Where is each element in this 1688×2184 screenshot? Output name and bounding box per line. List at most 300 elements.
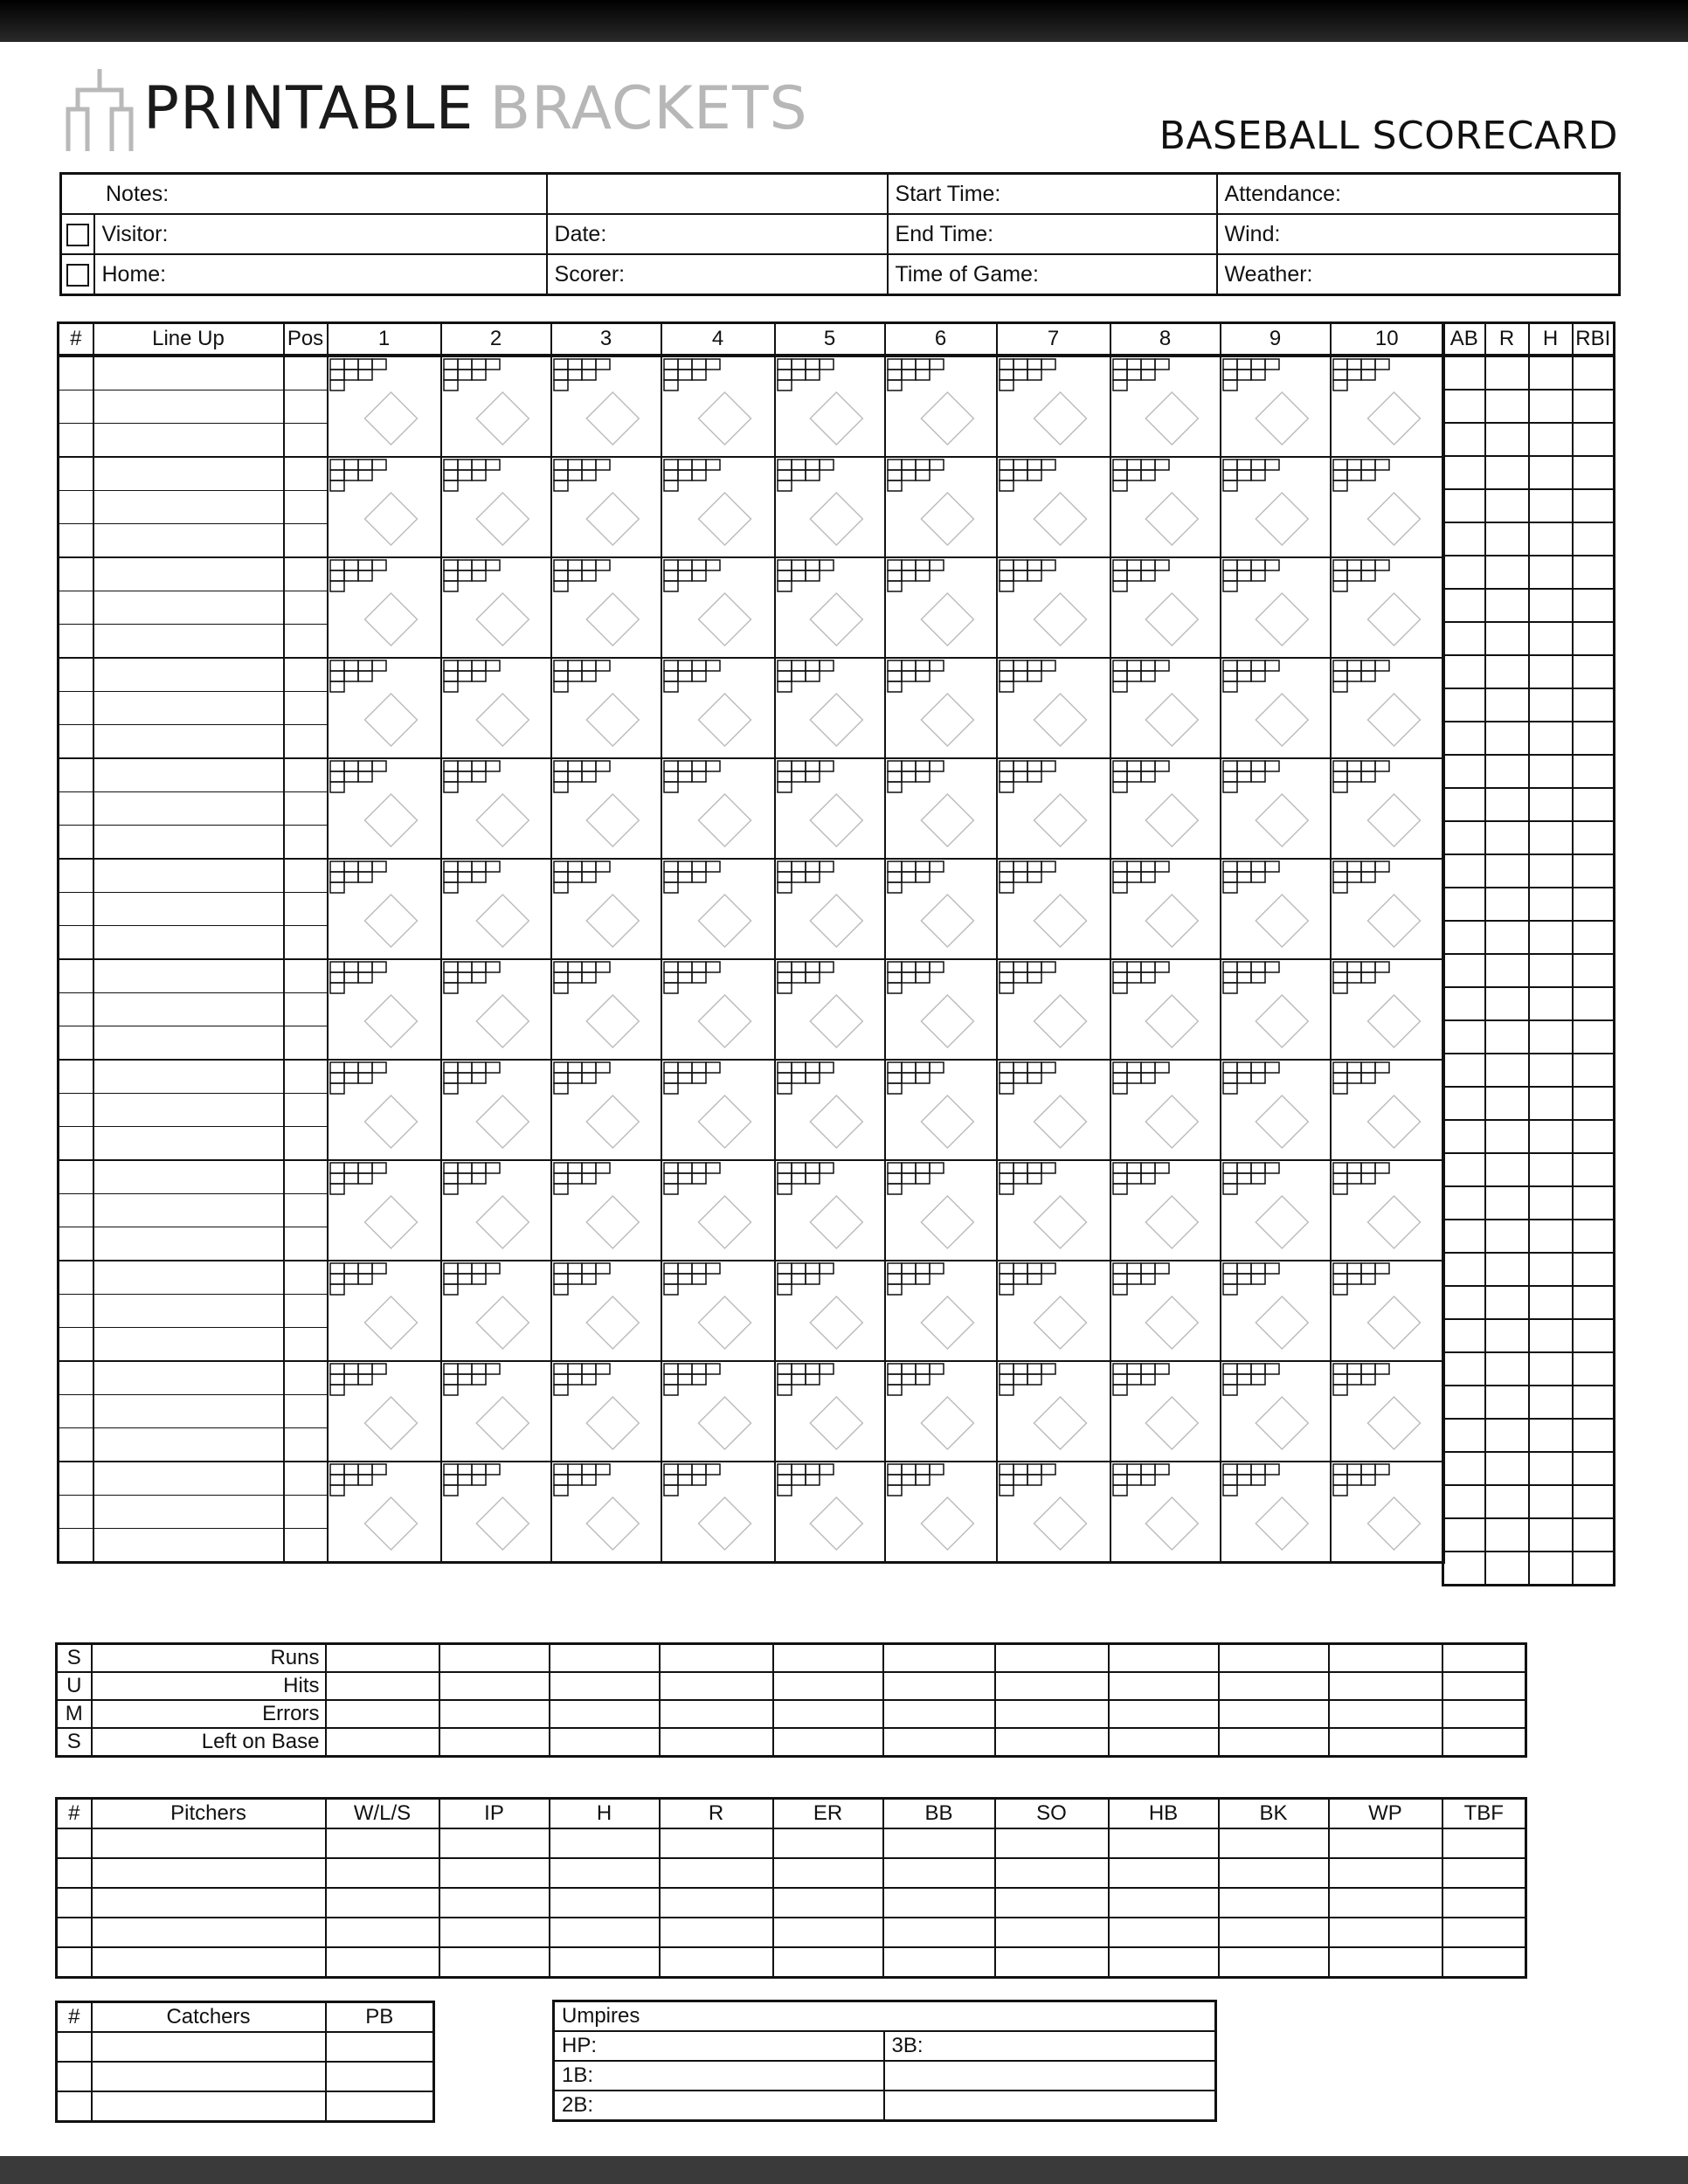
stat-cell[interactable] <box>1485 954 1529 987</box>
at-bat-cell[interactable] <box>885 557 997 658</box>
stat-cell[interactable] <box>1485 390 1529 423</box>
batter-number-cell[interactable] <box>59 1261 93 1295</box>
at-bat-cell[interactable] <box>441 1261 551 1361</box>
at-bat-cell[interactable] <box>1221 658 1331 758</box>
wind-field[interactable] <box>1217 214 1620 254</box>
batter-number-cell[interactable] <box>59 491 93 524</box>
sums-cell[interactable] <box>439 1672 550 1700</box>
stat-cell[interactable] <box>1573 1087 1615 1120</box>
stat-cell[interactable] <box>1529 1120 1573 1153</box>
at-bat-cell[interactable] <box>661 557 775 658</box>
stat-cell[interactable] <box>1485 556 1529 589</box>
stat-cell[interactable] <box>1443 1253 1485 1286</box>
pitcher-cell[interactable] <box>550 1947 660 1978</box>
stat-cell[interactable] <box>1573 655 1615 688</box>
catcher-cell[interactable] <box>57 2062 92 2091</box>
weather-field[interactable] <box>1217 254 1620 295</box>
at-bat-cell[interactable] <box>885 457 997 557</box>
batter-number-cell[interactable] <box>59 624 93 658</box>
stat-cell[interactable] <box>1573 1153 1615 1186</box>
at-bat-cell[interactable] <box>775 557 885 658</box>
batter-number-cell[interactable] <box>59 1026 93 1060</box>
at-bat-cell[interactable] <box>661 1261 775 1361</box>
pitcher-cell[interactable] <box>439 1947 550 1978</box>
stat-cell[interactable] <box>1529 888 1573 921</box>
batter-number-cell[interactable] <box>59 591 93 625</box>
stat-cell[interactable] <box>1443 1552 1485 1586</box>
at-bat-cell[interactable] <box>997 1261 1110 1361</box>
stat-cell[interactable] <box>1573 888 1615 921</box>
at-bat-cell[interactable] <box>661 1462 775 1563</box>
at-bat-cell[interactable] <box>775 658 885 758</box>
at-bat-cell[interactable] <box>1110 1261 1221 1361</box>
stat-cell[interactable] <box>1485 821 1529 854</box>
at-bat-cell[interactable] <box>441 1160 551 1261</box>
stat-cell[interactable] <box>1443 1518 1485 1552</box>
at-bat-cell[interactable] <box>661 356 775 457</box>
sums-cell[interactable] <box>1329 1644 1442 1673</box>
sums-cell[interactable] <box>1109 1700 1219 1728</box>
pitcher-cell[interactable] <box>1219 1828 1329 1858</box>
stat-cell[interactable] <box>1443 1220 1485 1253</box>
stat-cell[interactable] <box>1485 1319 1529 1352</box>
at-bat-cell[interactable] <box>1110 758 1221 859</box>
stat-cell[interactable] <box>1573 788 1615 821</box>
batter-position-cell[interactable] <box>284 1295 328 1328</box>
stat-cell[interactable] <box>1485 655 1529 688</box>
pitcher-cell[interactable] <box>92 1858 326 1888</box>
at-bat-cell[interactable] <box>885 959 997 1060</box>
stat-cell[interactable] <box>1529 589 1573 622</box>
at-bat-cell[interactable] <box>997 1060 1110 1160</box>
sums-cell[interactable] <box>1109 1728 1219 1757</box>
pitcher-cell[interactable] <box>660 1828 773 1858</box>
at-bat-cell[interactable] <box>1331 658 1444 758</box>
stat-cell[interactable] <box>1573 390 1615 423</box>
stat-cell[interactable] <box>1485 854 1529 888</box>
batter-number-cell[interactable] <box>59 959 93 993</box>
stat-cell[interactable] <box>1485 423 1529 456</box>
stat-cell[interactable] <box>1573 1352 1615 1386</box>
batter-name-cell[interactable] <box>93 591 284 625</box>
stat-cell[interactable] <box>1443 1419 1485 1452</box>
batter-position-cell[interactable] <box>284 491 328 524</box>
stat-cell[interactable] <box>1485 788 1529 821</box>
pitcher-cell[interactable] <box>439 1828 550 1858</box>
at-bat-cell[interactable] <box>1221 758 1331 859</box>
stat-cell[interactable] <box>1573 522 1615 556</box>
stat-cell[interactable] <box>1573 1485 1615 1518</box>
batter-position-cell[interactable] <box>284 624 328 658</box>
stat-cell[interactable] <box>1443 1386 1485 1419</box>
at-bat-cell[interactable] <box>551 1361 661 1462</box>
pitcher-cell[interactable] <box>773 1918 883 1947</box>
batter-number-cell[interactable] <box>59 859 93 893</box>
at-bat-cell[interactable] <box>885 1462 997 1563</box>
home-checkbox[interactable] <box>61 254 94 295</box>
pitcher-cell[interactable] <box>1219 1947 1329 1978</box>
pitcher-cell[interactable] <box>550 1918 660 1947</box>
batter-position-cell[interactable] <box>284 591 328 625</box>
stat-cell[interactable] <box>1573 1419 1615 1452</box>
at-bat-cell[interactable] <box>1110 859 1221 959</box>
stat-cell[interactable] <box>1485 622 1529 655</box>
pitcher-cell[interactable] <box>550 1828 660 1858</box>
batter-number-cell[interactable] <box>59 692 93 725</box>
batter-name-cell[interactable] <box>93 356 284 390</box>
batter-position-cell[interactable] <box>284 1026 328 1060</box>
at-bat-cell[interactable] <box>997 1361 1110 1462</box>
sums-cell[interactable] <box>1219 1672 1329 1700</box>
stat-cell[interactable] <box>1529 1087 1573 1120</box>
pitcher-cell[interactable] <box>57 1947 92 1978</box>
batter-name-cell[interactable] <box>93 859 284 893</box>
visitor-checkbox[interactable] <box>61 214 94 254</box>
stat-cell[interactable] <box>1485 688 1529 722</box>
at-bat-cell[interactable] <box>441 1462 551 1563</box>
at-bat-cell[interactable] <box>551 1462 661 1563</box>
pitcher-cell[interactable] <box>57 1858 92 1888</box>
batter-number-cell[interactable] <box>59 825 93 859</box>
pitcher-cell[interactable] <box>883 1858 995 1888</box>
at-bat-cell[interactable] <box>1331 1160 1444 1261</box>
stat-cell[interactable] <box>1573 921 1615 954</box>
stat-cell[interactable] <box>1485 1552 1529 1586</box>
sums-cell[interactable] <box>550 1644 660 1673</box>
batter-position-cell[interactable] <box>284 658 328 692</box>
batter-name-cell[interactable] <box>93 993 284 1026</box>
stat-cell[interactable] <box>1443 1286 1485 1319</box>
catcher-cell[interactable] <box>57 2032 92 2062</box>
stat-cell[interactable] <box>1529 522 1573 556</box>
at-bat-cell[interactable] <box>1110 1060 1221 1160</box>
stat-cell[interactable] <box>1443 1319 1485 1352</box>
pitcher-cell[interactable] <box>1109 1858 1219 1888</box>
batter-number-cell[interactable] <box>59 1227 93 1261</box>
batter-number-cell[interactable] <box>59 1126 93 1160</box>
at-bat-cell[interactable] <box>441 658 551 758</box>
sums-cell[interactable] <box>1219 1644 1329 1673</box>
at-bat-cell[interactable] <box>551 658 661 758</box>
at-bat-cell[interactable] <box>1331 1261 1444 1361</box>
pitcher-cell[interactable] <box>1442 1828 1526 1858</box>
at-bat-cell[interactable] <box>1331 1462 1444 1563</box>
at-bat-cell[interactable] <box>661 658 775 758</box>
pitcher-cell[interactable] <box>92 1947 326 1978</box>
at-bat-cell[interactable] <box>661 1160 775 1261</box>
at-bat-cell[interactable] <box>997 457 1110 557</box>
at-bat-cell[interactable] <box>551 1060 661 1160</box>
pitcher-cell[interactable] <box>1329 1918 1442 1947</box>
catcher-cell[interactable] <box>326 2091 434 2122</box>
batter-position-cell[interactable] <box>284 457 328 491</box>
batter-position-cell[interactable] <box>284 1126 328 1160</box>
pitcher-cell[interactable] <box>660 1947 773 1978</box>
batter-position-cell[interactable] <box>284 792 328 826</box>
pitcher-cell[interactable] <box>1219 1918 1329 1947</box>
sums-cell[interactable] <box>1329 1728 1442 1757</box>
at-bat-cell[interactable] <box>661 959 775 1060</box>
batter-position-cell[interactable] <box>284 724 328 758</box>
at-bat-cell[interactable] <box>551 457 661 557</box>
at-bat-cell[interactable] <box>775 1462 885 1563</box>
batter-position-cell[interactable] <box>284 1327 328 1361</box>
batter-position-cell[interactable] <box>284 692 328 725</box>
at-bat-cell[interactable] <box>997 1160 1110 1261</box>
stat-cell[interactable] <box>1485 1054 1529 1087</box>
at-bat-cell[interactable] <box>551 1261 661 1361</box>
stat-cell[interactable] <box>1443 1352 1485 1386</box>
visitor-field[interactable] <box>94 214 547 254</box>
stat-cell[interactable] <box>1443 655 1485 688</box>
stat-cell[interactable] <box>1485 755 1529 788</box>
umpire-2b-field[interactable] <box>554 2091 884 2121</box>
batter-position-cell[interactable] <box>284 1160 328 1194</box>
pitcher-cell[interactable] <box>773 1858 883 1888</box>
at-bat-cell[interactable] <box>997 959 1110 1060</box>
catcher-cell[interactable] <box>326 2062 434 2091</box>
stat-cell[interactable] <box>1573 1220 1615 1253</box>
batter-name-cell[interactable] <box>93 1528 284 1562</box>
stat-cell[interactable] <box>1443 1485 1485 1518</box>
at-bat-cell[interactable] <box>328 859 441 959</box>
stat-cell[interactable] <box>1485 921 1529 954</box>
umpire-3b-field[interactable] <box>884 2031 1216 2061</box>
at-bat-cell[interactable] <box>885 356 997 457</box>
stat-cell[interactable] <box>1443 522 1485 556</box>
pitcher-cell[interactable] <box>773 1947 883 1978</box>
stat-cell[interactable] <box>1443 888 1485 921</box>
catcher-cell[interactable] <box>57 2091 92 2122</box>
batter-number-cell[interactable] <box>59 1427 93 1462</box>
sums-cell[interactable] <box>773 1728 883 1757</box>
sums-cell[interactable] <box>439 1700 550 1728</box>
stat-cell[interactable] <box>1529 390 1573 423</box>
start-time-field[interactable] <box>888 174 1217 215</box>
at-bat-cell[interactable] <box>551 758 661 859</box>
sums-cell[interactable] <box>660 1728 773 1757</box>
batter-name-cell[interactable] <box>93 457 284 491</box>
pitcher-cell[interactable] <box>773 1888 883 1918</box>
stat-cell[interactable] <box>1573 1319 1615 1352</box>
at-bat-cell[interactable] <box>551 959 661 1060</box>
batter-name-cell[interactable] <box>93 1227 284 1261</box>
stat-cell[interactable] <box>1443 688 1485 722</box>
at-bat-cell[interactable] <box>997 557 1110 658</box>
home-field[interactable] <box>94 254 547 295</box>
sums-cell[interactable] <box>1442 1728 1526 1757</box>
stat-cell[interactable] <box>1485 722 1529 755</box>
stat-cell[interactable] <box>1573 688 1615 722</box>
stat-cell[interactable] <box>1443 622 1485 655</box>
stat-cell[interactable] <box>1485 1253 1529 1286</box>
batter-position-cell[interactable] <box>284 1194 328 1227</box>
pitcher-cell[interactable] <box>995 1858 1109 1888</box>
stat-cell[interactable] <box>1443 423 1485 456</box>
at-bat-cell[interactable] <box>328 557 441 658</box>
at-bat-cell[interactable] <box>997 859 1110 959</box>
at-bat-cell[interactable] <box>1331 557 1444 658</box>
at-bat-cell[interactable] <box>1110 658 1221 758</box>
time-of-game-field[interactable] <box>888 254 1217 295</box>
stat-cell[interactable] <box>1573 755 1615 788</box>
stat-cell[interactable] <box>1485 1286 1529 1319</box>
stat-cell[interactable] <box>1529 1220 1573 1253</box>
pitcher-cell[interactable] <box>1442 1888 1526 1918</box>
umpire-1b-extra[interactable] <box>884 2061 1216 2091</box>
stat-cell[interactable] <box>1485 1518 1529 1552</box>
stat-cell[interactable] <box>1443 821 1485 854</box>
pitcher-cell[interactable] <box>326 1947 439 1978</box>
stat-cell[interactable] <box>1573 722 1615 755</box>
at-bat-cell[interactable] <box>1331 959 1444 1060</box>
stat-cell[interactable] <box>1573 1020 1615 1054</box>
stat-cell[interactable] <box>1443 1087 1485 1120</box>
stat-cell[interactable] <box>1529 722 1573 755</box>
stat-cell[interactable] <box>1529 954 1573 987</box>
pitcher-cell[interactable] <box>92 1888 326 1918</box>
batter-name-cell[interactable] <box>93 825 284 859</box>
batter-number-cell[interactable] <box>59 1194 93 1227</box>
sums-cell[interactable] <box>550 1672 660 1700</box>
batter-number-cell[interactable] <box>59 1295 93 1328</box>
stat-cell[interactable] <box>1529 1186 1573 1220</box>
stat-cell[interactable] <box>1443 1153 1485 1186</box>
batter-number-cell[interactable] <box>59 993 93 1026</box>
pitcher-cell[interactable] <box>883 1947 995 1978</box>
at-bat-cell[interactable] <box>997 658 1110 758</box>
at-bat-cell[interactable] <box>328 457 441 557</box>
stat-cell[interactable] <box>1485 1452 1529 1485</box>
batter-position-cell[interactable] <box>284 959 328 993</box>
batter-position-cell[interactable] <box>284 1094 328 1127</box>
stat-cell[interactable] <box>1529 423 1573 456</box>
at-bat-cell[interactable] <box>1221 1462 1331 1563</box>
at-bat-cell[interactable] <box>328 658 441 758</box>
sums-cell[interactable] <box>995 1672 1109 1700</box>
at-bat-cell[interactable] <box>328 356 441 457</box>
stat-cell[interactable] <box>1529 1054 1573 1087</box>
stat-cell[interactable] <box>1529 854 1573 888</box>
stat-cell[interactable] <box>1573 556 1615 589</box>
sums-cell[interactable] <box>1109 1672 1219 1700</box>
stat-cell[interactable] <box>1529 556 1573 589</box>
stat-cell[interactable] <box>1529 1552 1573 1586</box>
batter-number-cell[interactable] <box>59 557 93 591</box>
at-bat-cell[interactable] <box>885 1261 997 1361</box>
batter-position-cell[interactable] <box>284 1395 328 1428</box>
batter-name-cell[interactable] <box>93 1462 284 1496</box>
batter-name-cell[interactable] <box>93 557 284 591</box>
stat-cell[interactable] <box>1573 1286 1615 1319</box>
catcher-cell[interactable] <box>92 2062 326 2091</box>
batter-number-cell[interactable] <box>59 658 93 692</box>
stat-cell[interactable] <box>1529 1153 1573 1186</box>
at-bat-cell[interactable] <box>885 1160 997 1261</box>
stat-cell[interactable] <box>1573 1120 1615 1153</box>
stat-cell[interactable] <box>1443 589 1485 622</box>
stat-cell[interactable] <box>1485 1485 1529 1518</box>
sums-cell[interactable] <box>995 1644 1109 1673</box>
scorer-field[interactable] <box>547 254 888 295</box>
sums-cell[interactable] <box>883 1644 995 1673</box>
attendance-field[interactable] <box>1217 174 1620 215</box>
at-bat-cell[interactable] <box>328 758 441 859</box>
stat-cell[interactable] <box>1573 954 1615 987</box>
stat-cell[interactable] <box>1529 456 1573 489</box>
batter-position-cell[interactable] <box>284 925 328 959</box>
batter-number-cell[interactable] <box>59 1462 93 1496</box>
pitcher-cell[interactable] <box>326 1888 439 1918</box>
at-bat-cell[interactable] <box>441 457 551 557</box>
stat-cell[interactable] <box>1529 1319 1573 1352</box>
at-bat-cell[interactable] <box>1221 1060 1331 1160</box>
batter-name-cell[interactable] <box>93 1094 284 1127</box>
stat-cell[interactable] <box>1529 1020 1573 1054</box>
umpire-2b-extra[interactable] <box>884 2091 1216 2121</box>
at-bat-cell[interactable] <box>441 758 551 859</box>
sums-cell[interactable] <box>1219 1700 1329 1728</box>
at-bat-cell[interactable] <box>328 1160 441 1261</box>
stat-cell[interactable] <box>1443 722 1485 755</box>
batter-position-cell[interactable] <box>284 825 328 859</box>
pitcher-cell[interactable] <box>1109 1888 1219 1918</box>
pitcher-cell[interactable] <box>326 1858 439 1888</box>
stat-cell[interactable] <box>1529 987 1573 1020</box>
stat-cell[interactable] <box>1443 1054 1485 1087</box>
at-bat-cell[interactable] <box>775 356 885 457</box>
sums-cell[interactable] <box>550 1728 660 1757</box>
stat-cell[interactable] <box>1443 755 1485 788</box>
batter-position-cell[interactable] <box>284 356 328 390</box>
pitcher-cell[interactable] <box>995 1947 1109 1978</box>
batter-number-cell[interactable] <box>59 1160 93 1194</box>
stat-cell[interactable] <box>1529 655 1573 688</box>
sums-cell[interactable] <box>1329 1672 1442 1700</box>
sums-cell[interactable] <box>1442 1672 1526 1700</box>
pitcher-cell[interactable] <box>439 1858 550 1888</box>
at-bat-cell[interactable] <box>661 758 775 859</box>
batter-position-cell[interactable] <box>284 1060 328 1094</box>
stat-cell[interactable] <box>1529 1485 1573 1518</box>
stat-cell[interactable] <box>1443 788 1485 821</box>
stat-cell[interactable] <box>1443 1452 1485 1485</box>
sums-cell[interactable] <box>883 1700 995 1728</box>
stat-cell[interactable] <box>1529 921 1573 954</box>
at-bat-cell[interactable] <box>885 758 997 859</box>
notes-field[interactable] <box>61 174 547 215</box>
stat-cell[interactable] <box>1529 1386 1573 1419</box>
sums-cell[interactable] <box>883 1672 995 1700</box>
sums-cell[interactable] <box>883 1728 995 1757</box>
stat-cell[interactable] <box>1443 556 1485 589</box>
stat-cell[interactable] <box>1485 888 1529 921</box>
batter-position-cell[interactable] <box>284 557 328 591</box>
sums-cell[interactable] <box>439 1644 550 1673</box>
stat-cell[interactable] <box>1573 423 1615 456</box>
batter-name-cell[interactable] <box>93 1395 284 1428</box>
sums-cell[interactable] <box>1109 1644 1219 1673</box>
at-bat-cell[interactable] <box>1221 356 1331 457</box>
stat-cell[interactable] <box>1573 1386 1615 1419</box>
sums-cell[interactable] <box>660 1644 773 1673</box>
stat-cell[interactable] <box>1485 1186 1529 1220</box>
stat-cell[interactable] <box>1485 589 1529 622</box>
batter-number-cell[interactable] <box>59 523 93 557</box>
pitcher-cell[interactable] <box>660 1858 773 1888</box>
pitcher-cell[interactable] <box>883 1918 995 1947</box>
stat-cell[interactable] <box>1485 489 1529 522</box>
